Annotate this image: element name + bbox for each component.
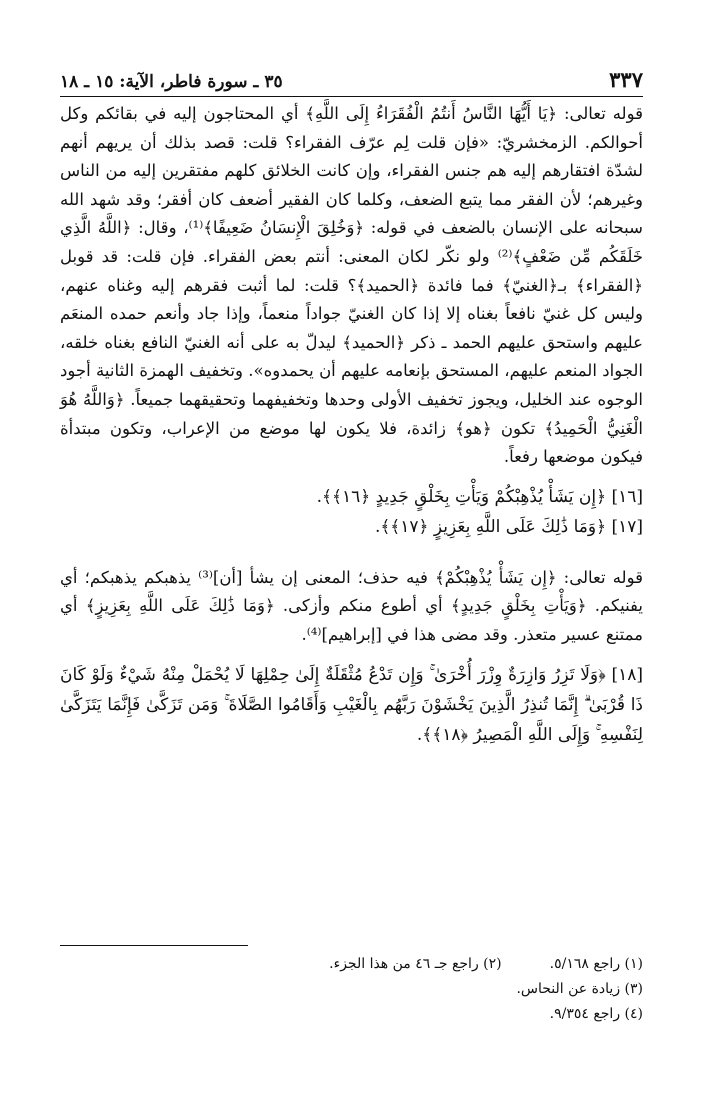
footnote-2: (٢) راجع جـ ٤٦ من هذا الجزء. — [329, 956, 502, 972]
footnote-row — [60, 952, 643, 977]
footnote-3: (٣) زيادة عن النحاس. — [516, 981, 643, 997]
footnote-1: (١) راجع ٥/١٦٨. — [549, 956, 643, 972]
footnote-divider — [60, 945, 248, 946]
page-body — [60, 100, 643, 750]
running-title: ٣٥ ـ سورة فاطر، الآية: ١٥ ـ ١٨ — [60, 72, 283, 92]
verse-16: [١٦] ﴿إِن يَشَأْ يُذْهِبْكُمْ وَيَأْتِ بِخَلْقٍ جَدِيدٍ ﴿١٦﴾﴾. — [316, 486, 643, 507]
verse-18: [١٨] ﴿وَلَا تَزِرُ وَازِرَةٌ وِزْرَ أُخْرَىٰ ۚ وَإِن تَدْعُ مُثْقَلَةٌ إِلَىٰ حِمْلِهَا لَا يُحْمَلْ مِنْهُ شَيْءٌ وَلَوْ كَانَ ذَا قُرْبَىٰ ۗ إِنَّمَا تُنذِرُ الَّذِينَ يَخْشَوْنَ رَبَّهُم بِالْغَيْبِ وَأَقَامُوا الصَّلَاةَ ۚ وَمَن تَزَكَّىٰ فَإِنَّمَا يَتَزَكَّىٰ لِنَفْسِهِ ۚ وَإِلَى اللَّهِ الْمَصِيرُ ﴿١٨﴾﴾. — [60, 664, 643, 745]
footnotes — [60, 952, 643, 1027]
footnote-4: (٤) راجع ٩/٣٥٤. — [549, 1006, 643, 1022]
tafsir-paragraph: قوله تعالى: ﴿يَا أَيُّهَا النَّاسُ أَنتُمُ الْفُقَرَاءُ إِلَى اللَّهِ﴾ أي المحتاجون إليه في بقائكم وكل أحوالكم. الزمخشريّ: «فإن قلت لِم عرّف الفقراء؟ قلت: قصد بذلك أن يريهم أنهم لشدّة افتقارهم إليه هم جنس الفقراء، وإن كانت الخلائق كلهم مفتقرين إليه من الناس وغيرهم؛ لأن الفقر مما يتبع الضعف، وكلما كان الفقير أضعف كان أفقر؛ وقد شهد الله سبحانه على الإنسان بالضعف في قوله: ﴿وَخُلِقَ الْإِنسَانُ ضَعِيفًا﴾⁽¹⁾، وقال: ﴿اللَّهُ الَّذِي خَلَقَكُم مِّن ضَعْفٍ﴾⁽²⁾ ولو نكّر لكان المعنى: أنتم بعض الفقراء. فإن قلت: قد قوبل ﴿الفقراء﴾ بـ﴿الغنيّ﴾ فما فائدة ﴿الحميد﴾؟ قلت: لما أثبت فقرهم إليه وغناه عنهم، وليس كل غنيّ نافعاً بغناه إلا إذا كان الغنيّ جواداً منعماً، وإذا جاد وأنعم حمده المنعَم عليهم واستحق عليهم الحمد ـ ذكر ﴿الحميد﴾ ليدلّ به على أنه الغنيّ النافع بغناه خلقه، الجواد المنعم عليهم، المستحق بإنعامه عليهم أن يحمدوه». وتخفيف الهمزة الثانية أجود الوجوه عند الخليل، ويجوز تخفيف الأولى وحدها وتخفيفهما وتحقيقهما جميعاً. ﴿وَاللَّهُ هُوَ الْغَنِيُّ الْحَمِيدُ﴾ تكون ﴿هو﴾ زائدة، فلا يكون لها موضع من الإعراب، وتكون مبتدأة فيكون موضعها رفعاً. — [60, 104, 643, 467]
page-header — [60, 58, 643, 97]
verse-17: [١٧] ﴿وَمَا ذَٰلِكَ عَلَى اللَّهِ بِعَزِيزٍ ﴿١٧﴾﴾. — [374, 516, 643, 537]
commentary-paragraph: قوله تعالى: ﴿إِن يَشَأْ يُذْهِبْكُمْ﴾ فيه حذف؛ المعنى إن يشأ [أن]⁽³⁾ يذهبكم يذهبكم؛ أي يفنيكم. ﴿وَيَأْتِ بِخَلْقٍ جَدِيدٍ﴾ أي أطوع منكم وأزكى. ﴿وَمَا ذَٰلِكَ عَلَى اللَّهِ بِعَزِيزٍ﴾ أي ممتنع عسير متعذر. وقد مضى هذا في [إبراهيم]⁽⁴⁾. — [60, 567, 643, 644]
page-number: ٣٣٧ — [609, 67, 643, 92]
